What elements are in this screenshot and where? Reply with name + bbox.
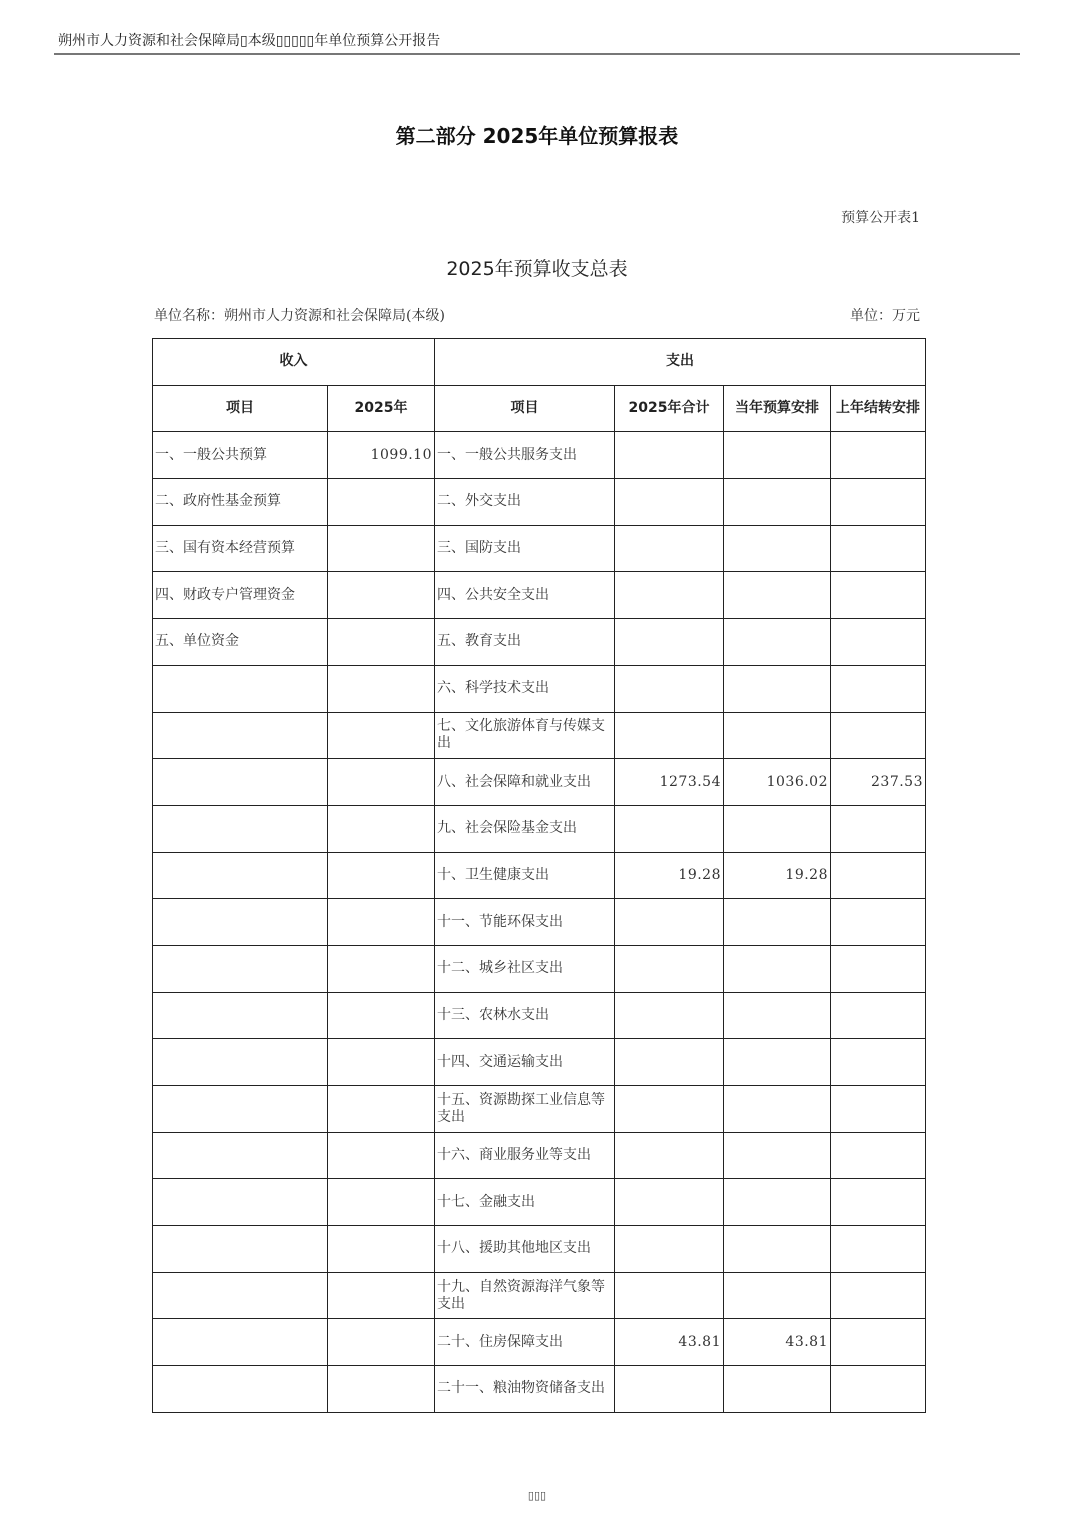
expense-total-cell [615,1039,724,1086]
expense-current-cell: 43.81 [724,1319,831,1366]
expense-item-cell: 七、文化旅游体育与传媒支出 [435,712,615,759]
expense-item-cell: 十、卫生健康支出 [435,852,615,899]
income-item-cell [153,945,328,992]
table-row [153,1132,926,1179]
income-item-cell: 二、政府性基金预算 [153,479,328,526]
income-2025-cell [328,712,435,759]
table-title: 2025年预算收支总表 [446,258,628,280]
running-header: 朔州市人力资源和社会保障局▯本级▯▯▯▯▯年单位预算公开报告 [58,33,441,49]
expense-total-cell [615,619,724,666]
table-id: 预算公开表1 [841,210,920,226]
expense-item-cell: 三、国防支出 [435,525,615,572]
expense-current-cell [724,1179,831,1226]
income-item-cell [153,1366,328,1413]
table-body [153,432,926,1412]
expense-current-cell [724,572,831,619]
expense-carryover-cell [831,852,926,899]
income-item-cell [153,1319,328,1366]
table-row [153,1366,926,1413]
expense-current-cell [724,619,831,666]
expense-carryover-cell: 237.53 [831,759,926,806]
income-item-cell [153,1086,328,1133]
income-2025-cell [328,572,435,619]
income-item-cell [153,805,328,852]
income-2025-cell [328,1319,435,1366]
income-2025-cell [328,479,435,526]
unit-name: 单位名称：朔州市人力资源和社会保障局(本级) [154,308,445,324]
expense-total-cell [615,899,724,946]
expense-current-cell [724,432,831,479]
expense-total-cell [615,525,724,572]
expense-current-cell [724,1272,831,1319]
income-2025-cell [328,1179,435,1226]
income-2025-cell [328,1132,435,1179]
expense-current-cell [724,1226,831,1273]
income-2025-cell [328,992,435,1039]
table-row [153,619,926,666]
expense-current-cell [724,1132,831,1179]
income-2025-cell [328,805,435,852]
table-row [153,805,926,852]
expense-item-cell: 十六、商业服务业等支出 [435,1132,615,1179]
expense-item-cell: 五、教育支出 [435,619,615,666]
expense-carryover-cell [831,992,926,1039]
table-row [153,759,926,806]
expense-current-cell [724,945,831,992]
column-header-row [153,385,926,432]
income-item-cell [153,899,328,946]
table-row [153,1086,926,1133]
unit-label: 单位：万元 [850,308,920,324]
expense-item-cell: 二十、住房保障支出 [435,1319,615,1366]
income-2025-cell [328,1039,435,1086]
expense-carryover-cell [831,899,926,946]
income-group-header: 收入 [153,339,435,386]
expense-current-cell [724,525,831,572]
expense-item-cell: 二、外交支出 [435,479,615,526]
table-row [153,1319,926,1366]
table-row [153,852,926,899]
table-row [153,899,926,946]
income-2025-cell: 1099.10 [328,432,435,479]
expense-total-cell: 43.81 [615,1319,724,1366]
expense-total-cell [615,1132,724,1179]
expense-carryover-cell [831,805,926,852]
table-row [153,572,926,619]
expense-item-cell: 九、社会保险基金支出 [435,805,615,852]
income-item-cell [153,759,328,806]
expense-total-cell [615,432,724,479]
expense-item-cell: 十五、资源勘探工业信息等支出 [435,1086,615,1133]
col-expense-current: 当年预算安排 [724,385,831,432]
expense-item-cell: 十三、农林水支出 [435,992,615,1039]
income-item-cell: 一、一般公共预算 [153,432,328,479]
expense-current-cell [724,805,831,852]
expense-total-cell [615,1272,724,1319]
table-row [153,525,926,572]
expense-total-cell [615,945,724,992]
income-item-cell [153,852,328,899]
expense-current-cell: 1036.02 [724,759,831,806]
income-2025-cell [328,1086,435,1133]
table-row [153,479,926,526]
expense-carryover-cell [831,432,926,479]
expense-total-cell [615,1086,724,1133]
expense-carryover-cell [831,1179,926,1226]
expense-item-cell: 六、科学技术支出 [435,665,615,712]
expense-carryover-cell [831,712,926,759]
expense-carryover-cell [831,1319,926,1366]
expense-carryover-cell [831,572,926,619]
col-expense-carryover: 上年结转安排 [831,385,926,432]
income-item-cell [153,1226,328,1273]
expense-current-cell [724,992,831,1039]
table-row [153,1179,926,1226]
expense-current-cell [724,1086,831,1133]
income-item-cell [153,1039,328,1086]
expense-current-cell [724,665,831,712]
income-item-cell [153,712,328,759]
col-expense-item: 项目 [435,385,615,432]
expense-carryover-cell [831,1366,926,1413]
expense-item-cell: 十一、节能环保支出 [435,899,615,946]
expense-item-cell: 十八、援助其他地区支出 [435,1226,615,1273]
expense-total-cell: 1273.54 [615,759,724,806]
expense-carryover-cell [831,945,926,992]
expense-current-cell [724,1366,831,1413]
expense-total-cell [615,479,724,526]
expense-total-cell [615,992,724,1039]
income-2025-cell [328,759,435,806]
expense-item-cell: 十九、自然资源海洋气象等支出 [435,1272,615,1319]
income-item-cell: 五、单位资金 [153,619,328,666]
table-row [153,992,926,1039]
expense-item-cell: 八、社会保障和就业支出 [435,759,615,806]
expense-current-cell [724,712,831,759]
part-title: 第二部分 2025年单位预算报表 [395,124,679,148]
expense-item-cell: 二十一、粮油物资储备支出 [435,1366,615,1413]
expense-current-cell [724,479,831,526]
table-row [153,945,926,992]
expense-item-cell: 四、公共安全支出 [435,572,615,619]
income-2025-cell [328,619,435,666]
expense-total-cell: 19.28 [615,852,724,899]
income-item-cell [153,1132,328,1179]
group-header-row [153,339,926,386]
income-item-cell: 三、国有资本经营预算 [153,525,328,572]
expense-item-cell: 十四、交通运输支出 [435,1039,615,1086]
expense-carryover-cell [831,1086,926,1133]
col-expense-total: 2025年合计 [615,385,724,432]
expense-item-cell: 十二、城乡社区支出 [435,945,615,992]
expense-total-cell [615,665,724,712]
expense-total-cell [615,712,724,759]
income-2025-cell [328,1366,435,1413]
expense-current-cell [724,1039,831,1086]
table-row [153,1039,926,1086]
expense-carryover-cell [831,1039,926,1086]
table-row [153,1272,926,1319]
table-row [153,712,926,759]
table-row [153,665,926,712]
expense-carryover-cell [831,479,926,526]
expense-current-cell: 19.28 [724,852,831,899]
col-income-item: 项目 [153,385,328,432]
expense-carryover-cell [831,1132,926,1179]
table-row [153,432,926,479]
income-2025-cell [328,665,435,712]
income-item-cell [153,1272,328,1319]
income-2025-cell [328,1272,435,1319]
expense-total-cell [615,1179,724,1226]
expense-item-cell: 十七、金融支出 [435,1179,615,1226]
table-row [153,1226,926,1273]
col-income-2025: 2025年 [328,385,435,432]
income-2025-cell [328,852,435,899]
header-divider [54,53,1020,55]
expense-total-cell [615,1226,724,1273]
expense-total-cell [615,572,724,619]
expense-current-cell [724,899,831,946]
expense-carryover-cell [831,1226,926,1273]
expense-total-cell [615,805,724,852]
income-item-cell: 四、财政专户管理资金 [153,572,328,619]
income-item-cell [153,1179,328,1226]
expense-carryover-cell [831,665,926,712]
budget-summary-table [152,338,926,1413]
expense-item-cell: 一、一般公共服务支出 [435,432,615,479]
income-2025-cell [328,945,435,992]
income-item-cell [153,992,328,1039]
expense-group-header: 支出 [435,339,926,386]
expense-total-cell [615,1366,724,1413]
page-number: ▯▯▯ [527,1489,547,1502]
income-item-cell [153,665,328,712]
income-2025-cell [328,899,435,946]
expense-carryover-cell [831,1272,926,1319]
expense-carryover-cell [831,525,926,572]
income-2025-cell [328,525,435,572]
expense-carryover-cell [831,619,926,666]
income-2025-cell [328,1226,435,1273]
